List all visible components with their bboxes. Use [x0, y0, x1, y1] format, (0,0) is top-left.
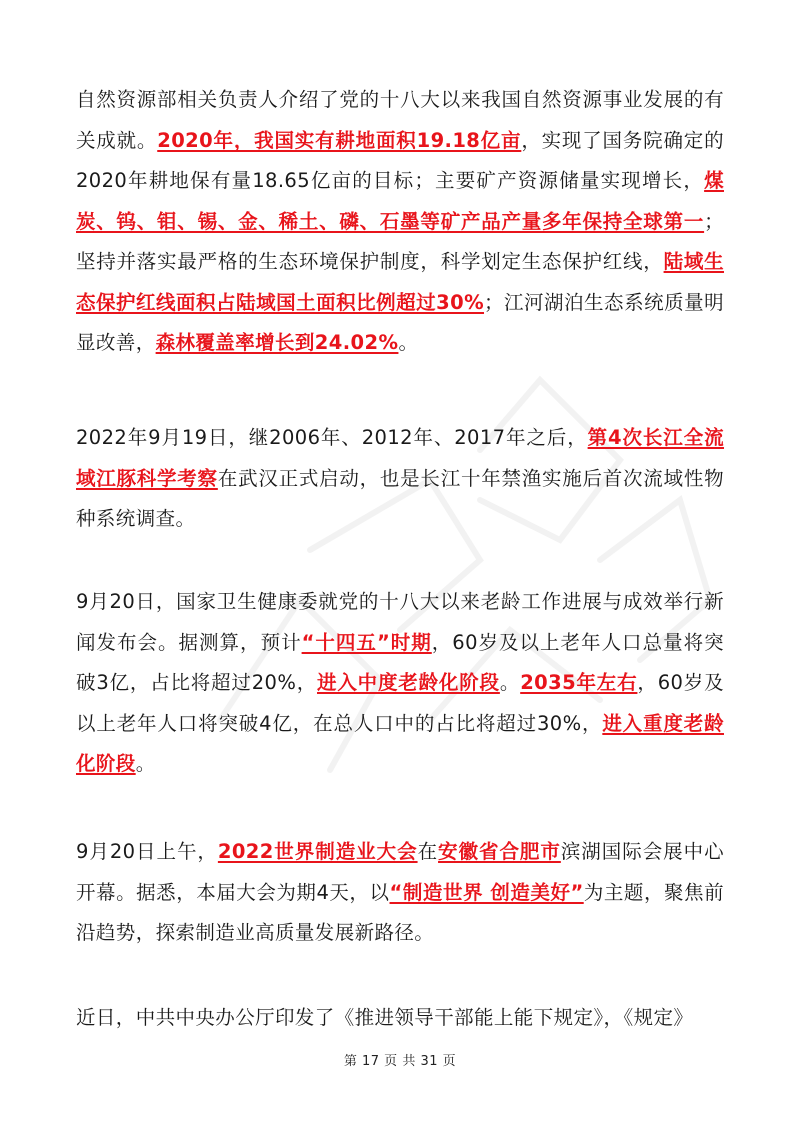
text-segment: ，60岁及以上老年人口将突破4亿，在总人口中的占比将超过30%， — [76, 671, 724, 735]
page-number-footer: 第 17 页 共 31 页 — [343, 1054, 457, 1069]
text-segment: 。 — [135, 752, 156, 775]
text-segment: 滨湖国际会展中心开幕。据悉，本届大会为期4天，以 — [76, 840, 724, 904]
highlight-hefei: 安徽省合肥市 — [438, 840, 561, 863]
paragraph-natural-resources — [76, 80, 724, 364]
paragraph-yangtze-porpoise — [76, 418, 724, 540]
highlight-conference-name: 2022世界制造业大会 — [217, 840, 418, 863]
highlight-porpoise-survey: 第4次长江全流域江豚科学考察 — [76, 426, 725, 490]
text-segment: 。 — [499, 671, 521, 694]
highlight-arable-land: 2020年，我国实有耕地面积19.18亿亩 — [157, 128, 522, 152]
text-segment: 自然资源部相关负责人介绍了党的十八大以来我国自然资源事业发展的有关成就。 — [76, 88, 724, 152]
text-segment: 2022年9月19日，继2006年、2012年、2017年之后， — [76, 426, 588, 449]
text-segment: 为主题，聚焦前沿趋势，探索制造业高质量发展新路径。 — [76, 880, 724, 944]
text-segment: 9月20日上午， — [76, 840, 218, 863]
highlight-severe-aging: 进入重度老龄化阶段 — [76, 711, 724, 775]
paragraph-aging — [76, 582, 724, 785]
highlight-theme: “制造世界 创造美好” — [389, 880, 584, 904]
highlight-14th-five-year: “十四五”时期 — [301, 630, 432, 654]
text-segment: 。 — [398, 331, 419, 354]
text-segment: ，60岁及以上老年人口总量将突破3亿，占比将超过20%， — [76, 630, 724, 694]
paragraph-manufacturing-conference — [76, 832, 724, 954]
text-segment: ，实现了国务院确定的2020年耕地保有量18.65亿亩的目标；主要矿产资源储量实现增长， — [76, 128, 724, 192]
text-segment: ；江河湖泊生态系统质量明显改善， — [76, 290, 724, 354]
highlight-redline: 陆域生态保护红线面积占陆域国土面积比例超过30% — [76, 250, 724, 314]
highlight-2035: 2035年左右 — [520, 671, 638, 694]
text-segment: 在 — [417, 840, 439, 863]
highlight-minerals: 煤炭、钨、钼、锡、金、稀土、磷、石墨等矿产品产量多年保持全球第一 — [76, 169, 724, 233]
text-segment: 近日，中共中央办公厅印发了《推进领导干部能上能下规定》，《规定》 — [76, 1006, 694, 1029]
text-segment: 在武汉正式启动，也是长江十年禁渔实施后首次流域性物种系统调查。 — [76, 466, 724, 530]
text-segment: ；坚持并落实最严格的生态环境保护制度，科学划定生态保护红线， — [76, 209, 724, 273]
paragraph-cadre-regulation — [76, 998, 724, 1039]
highlight-forest: 森林覆盖率增长到24.02% — [155, 331, 399, 354]
highlight-moderate-aging: 进入中度老龄化阶段 — [317, 671, 500, 694]
text-segment: 9月20日，国家卫生健康委就党的十八大以来老龄工作进展与成效举行新闻发布会。据测算，预计 — [76, 590, 724, 654]
